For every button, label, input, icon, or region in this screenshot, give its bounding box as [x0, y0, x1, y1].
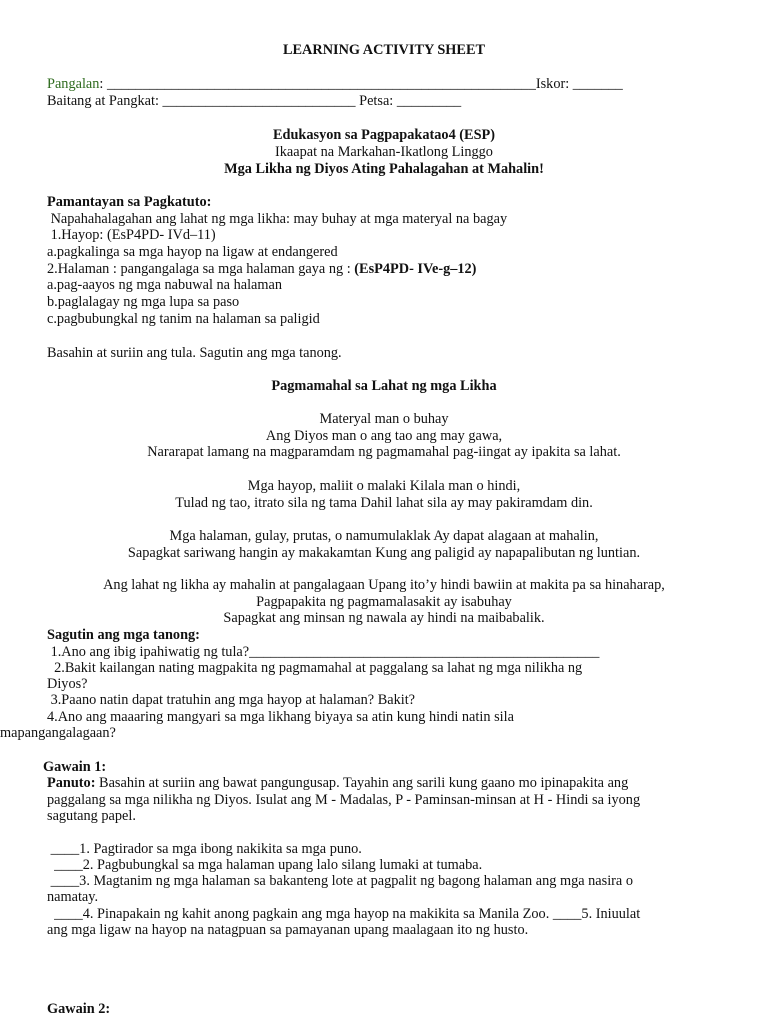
standards-line: 1.Hayop: (EsP4PD- IVd–11) [47, 227, 216, 243]
activity-item: ang mga ligaw na hayop na natagpuan sa pamayanan upang maalagaan ito ng husto. [47, 922, 529, 938]
panuto-line: sagutang papel. [47, 808, 136, 824]
question-line: 2.Bakit kailangan nating magpakita ng pagmamahal at paggalang sa lahat ng mga nilikha ng [47, 660, 583, 676]
activity-item: ____3. Magtanim ng mga halaman sa bakanteng lote at pagpalit ng bagong halaman ang mga nasira o [47, 873, 634, 889]
plant-item: c.pagbubungkal ng tanim na halaman sa paligid [47, 311, 320, 327]
poem-line: Materyal man o buhay [319, 411, 449, 427]
activity-item: ____2. Pagbubungkal sa mga halaman upang lalo silang lumaki at tumaba. [47, 857, 483, 873]
poem-instruction: Basahin at suriin ang tula. Sagutin ang mga tanong. [47, 345, 342, 361]
lesson-title: Mga Likha ng Diyos Ating Pahalagahan at Mahalin! [224, 161, 544, 177]
activity-item: namatay. [47, 889, 99, 905]
subject-title: Edukasyon sa Pagpapakatao4 (ESP) [272, 127, 496, 143]
score-field: Iskor: _______ [535, 76, 623, 92]
question-line: mapangangalagaan? [0, 725, 116, 741]
question-line: 3.Paano natin dapat tratuhin ang mga hayop at halaman? Bakit? [47, 692, 416, 708]
poem-line: Mga halaman, gulay, prutas, o namumulaklak Ay dapat alagaan at mahalin, [169, 528, 599, 544]
name-blank: : ____________________________________________________________ [99, 76, 536, 92]
plant-item: b.paglalagay ng mga lupa sa paso [47, 294, 240, 310]
standards-line: a.pagkalinga sa mga hayop na ligaw at endangered [47, 244, 338, 260]
sheet-title: LEARNING ACTIVITY SHEET [282, 42, 486, 58]
plants-standard-text: 2.Halaman : pangangalaga sa mga halaman gaya ng : [47, 261, 355, 277]
panuto-text: Basahin at suriin ang bawat pangungusap. Tayahin ang sarili kung gaano mo ipinapakita ang [95, 775, 629, 791]
quarter-week: Ikaapat na Markahan-Ikatlong Linggo [275, 144, 493, 160]
poem-line: Ang lahat ng likha ay mahalin at pangalagaan Upang ito’y hindi bawiin at makita pa sa hinaharap, [103, 577, 665, 593]
plants-standard-line [47, 261, 476, 278]
poem-line: Pagpapakita ng pagmamalasakit ay isabuhay [256, 594, 512, 610]
poem-title: Pagmamahal sa Lahat ng mga Likha [271, 378, 497, 394]
gawain1-heading: Gawain 1: [43, 759, 107, 775]
panuto-line [47, 775, 628, 792]
questions-heading: Sagutin ang mga tanong: [47, 627, 200, 643]
question-line: Diyos? [47, 676, 88, 692]
poem-line: Tulad ng tao, itrato sila ng tama Dahil lahat sila ay may pakiramdam din. [175, 495, 593, 511]
poem-line: Ang Diyos man o ang tao ang may gawa, [265, 428, 503, 444]
name-field-row [47, 76, 623, 93]
name-label: Pangalan [47, 76, 100, 92]
gawain2-heading: Gawain 2: [47, 1001, 111, 1017]
activity-item: ____4. Pinapakain ng kahit anong pagkain ang mga hayop na makikita sa Manila Zoo. ____5. Iniuulat [47, 906, 641, 922]
grade-date-row: Baitang at Pangkat: ___________________________ Petsa: _________ [47, 93, 462, 109]
poem-line: Mga hayop, maliit o malaki Kilala man o hindi, [247, 478, 521, 494]
standards-heading: Pamantayan sa Pagkatuto: [47, 194, 212, 210]
panuto-label: Panuto: [47, 775, 96, 791]
standards-line: Napahahalagahan ang lahat ng mga likha: may buhay at mga materyal na bagay [47, 211, 508, 227]
panuto-line: paggalang sa mga nilikha ng Diyos. Isulat ang M - Madalas, P - Paminsan-minsan at H - Hindi sa iyong [47, 792, 641, 808]
question-line: 4.Ano ang maaaring mangyari sa mga likhang biyaya sa atin kung hindi natin sila [47, 709, 514, 725]
poem-line: Sapagkat ang minsan ng nawala ay hindi na maibabalik. [223, 610, 545, 626]
question-line: 1.Ano ang ibig ipahiwatig ng tula?_________________________________________________ [47, 644, 600, 660]
activity-item: ____1. Pagtirador sa mga ibong nakikita sa mga puno. [47, 841, 362, 857]
plants-standard-code: (EsP4PD- IVe-g–12) [354, 261, 477, 277]
plant-item: a.pag-aayos ng mga nabuwal na halaman [47, 277, 283, 293]
poem-line: Nararapat lamang na magparamdam ng pagmamahal pag-iingat ay ipakita sa lahat. [147, 444, 621, 460]
poem-line: Sapagkat sariwang hangin ay makakamtan Kung ang paligid ay napapalibutan ng luntian. [127, 545, 641, 561]
